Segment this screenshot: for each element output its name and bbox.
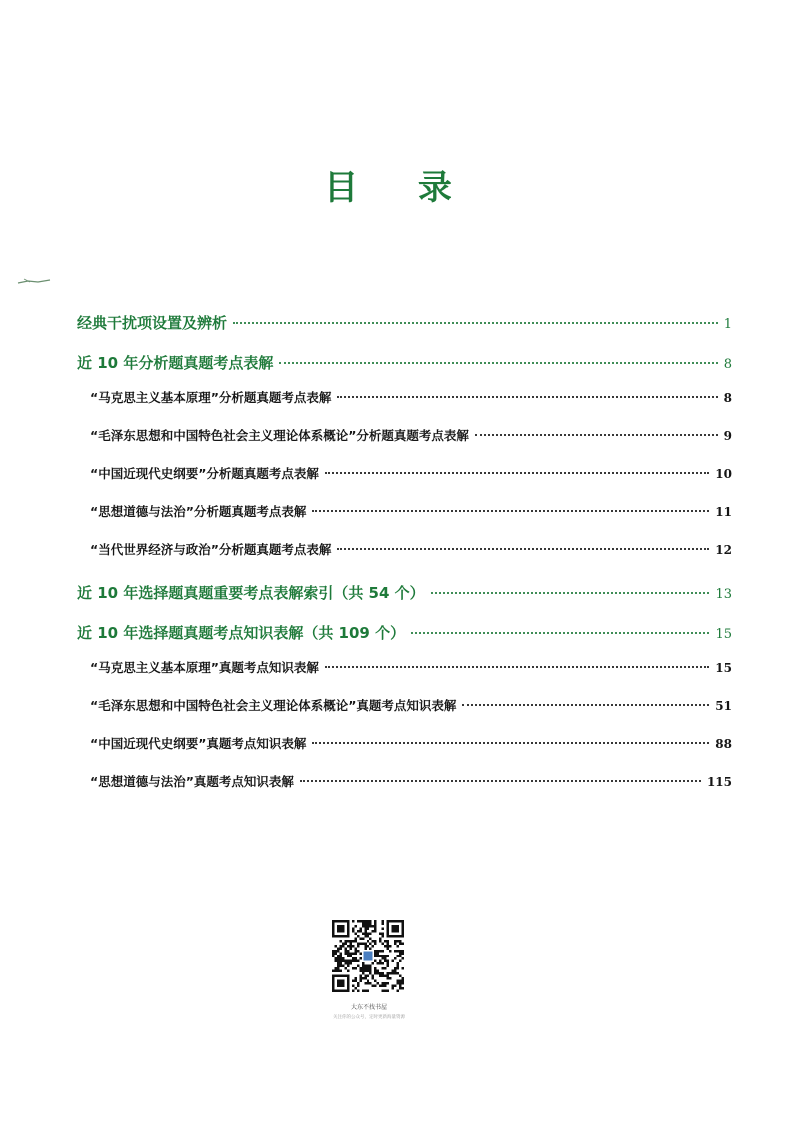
qr-caption: 大东不找书屋: [350, 1004, 387, 1011]
toc-leader-dots: [431, 592, 710, 594]
toc-entry-label: 经典干扰项设置及辨析: [77, 314, 228, 332]
toc-leader-dots: [411, 632, 709, 634]
toc-leader-dots: [233, 322, 718, 324]
toc-entry-page-number: 1: [723, 317, 732, 332]
toc-entry-label: “马克思主义基本原理”分析题真题考点表解: [90, 390, 332, 405]
qr-code-icon: [332, 920, 404, 992]
toc-entry-section[interactable]: [90, 696, 732, 714]
qr-card: [326, 914, 412, 1026]
toc-entry-page-number: 51: [715, 699, 732, 713]
page-title: 目 录: [324, 168, 476, 208]
toc-entry-label: “中国近现代史纲要”真题考点知识表解: [90, 736, 307, 751]
toc-entry-label: “当代世界经济与政治”分析题真题考点表解: [90, 542, 332, 557]
toc-entry-page-number: 8: [723, 391, 732, 405]
toc-entry-page-number: 9: [723, 429, 732, 443]
toc-entry-section[interactable]: [90, 540, 732, 558]
toc-entry-page-number: 13: [715, 587, 732, 602]
toc-entry-section[interactable]: [90, 388, 732, 406]
toc-leader-dots: [462, 704, 709, 706]
toc-entry-page-number: 115: [706, 775, 732, 789]
toc-entry-section[interactable]: [90, 464, 732, 482]
toc-leader-dots: [279, 362, 717, 364]
toc-leader-dots: [325, 472, 709, 474]
toc-entry-page-number: 8: [723, 357, 732, 372]
toc-entry-page-number: 15: [715, 661, 732, 675]
toc-leader-dots: [312, 742, 709, 744]
toc-entry-label: “毛泽东思想和中国特色社会主义理论体系概论”真题考点知识表解: [90, 698, 457, 713]
toc-entry-chapter[interactable]: [77, 352, 732, 373]
toc-entry-page-number: 15: [715, 627, 732, 642]
toc-entry-section[interactable]: [90, 734, 732, 752]
toc-entry-label: “思想道德与法治”分析题真题考点表解: [90, 504, 307, 519]
toc-entry-chapter[interactable]: [77, 582, 732, 603]
toc-leader-dots: [337, 396, 717, 398]
toc-entry-label: 近 10 年选择题真题考点知识表解（共 109 个）: [77, 624, 406, 642]
qr-subcaption: 关注你的公众号，定时更新海量资源: [333, 1015, 405, 1020]
toc-entry-label: “毛泽东思想和中国特色社会主义理论体系概论”分析题真题考点表解: [90, 428, 469, 443]
toc-entry-section[interactable]: [90, 426, 732, 444]
toc-leader-dots: [337, 548, 709, 550]
toc-entry-page-number: 11: [715, 505, 732, 519]
toc-entry-label: “思想道德与法治”真题考点知识表解: [90, 774, 294, 789]
toc-entry-chapter[interactable]: [77, 622, 732, 643]
toc-entry-label: “中国近现代史纲要”分析题真题考点表解: [90, 466, 319, 481]
toc-entry-page-number: 10: [715, 467, 732, 481]
toc-entry-label: 近 10 年选择题真题重要考点表解索引（共 54 个）: [77, 584, 425, 602]
toc-entry-chapter[interactable]: [77, 312, 732, 333]
toc-entry-page-number: 12: [715, 543, 732, 557]
toc-entry-section[interactable]: [90, 658, 732, 676]
toc-entry-page-number: 88: [715, 737, 732, 751]
scan-artifact-mark: [16, 276, 52, 286]
toc-leader-dots: [325, 666, 709, 668]
toc-entry-section[interactable]: [90, 772, 732, 790]
toc-leader-dots: [300, 780, 701, 782]
toc-leader-dots: [475, 434, 718, 436]
toc-entry-label: “马克思主义基本原理”真题考点知识表解: [90, 660, 319, 675]
toc-leader-dots: [312, 510, 709, 512]
toc-entry-section[interactable]: [90, 502, 732, 520]
toc-entry-label: 近 10 年分析题真题考点表解: [77, 354, 274, 372]
